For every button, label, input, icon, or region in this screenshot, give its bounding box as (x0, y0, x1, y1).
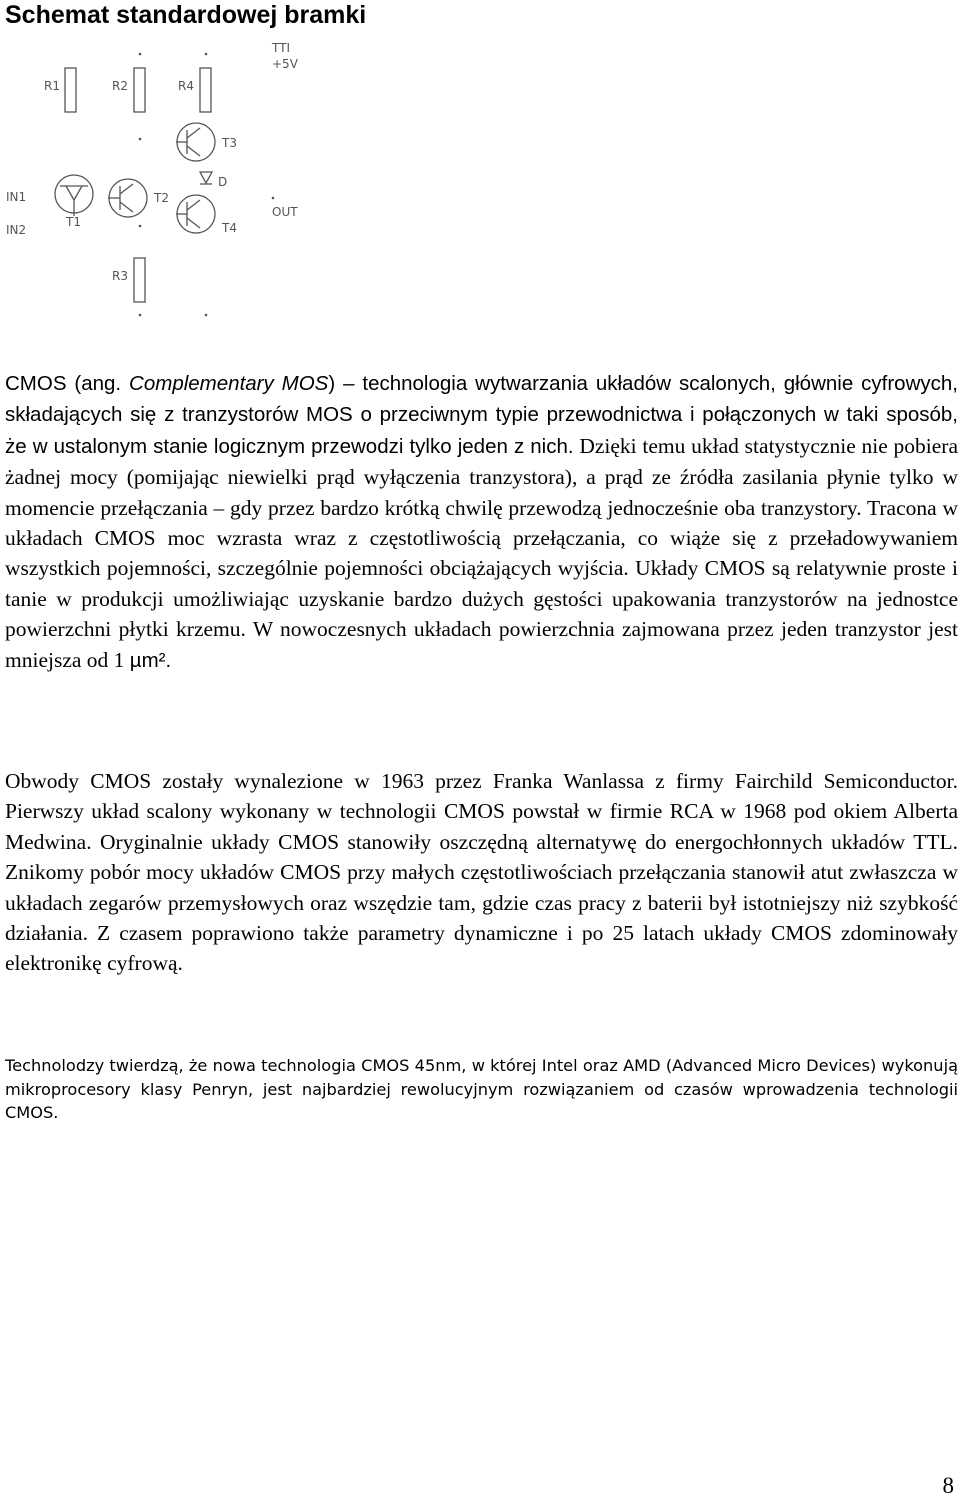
resistor-r2 (134, 68, 145, 112)
label-in1: IN1 (6, 190, 27, 204)
label-r4: R4 (178, 79, 194, 93)
resistor-r4 (200, 68, 211, 112)
label-in2: IN2 (6, 223, 27, 237)
paragraph-cmos-history: Obwody CMOS zostały wynalezione w 1963 przez Franka Wanlassa z firmy Fairchild Semiconductor. Pierwszy układ scalony wykonany w technologii CMOS powstał w firmie RCA w 1968 pod okiem Alberta Medwina. Oryginalnie układy CMOS stanowiły oszczędną alternatywę do energochłonnych układów TTL. Znikomy pobór mocy układów CMOS przy małych częstotliwościach przełączania stanowił atut zwłaszcza w układach zegarów przemysłowych oraz wszędzie tam, gdzie czas pracy z baterii był istotniejszy niż szybkość działania. Z czasem poprawiono także parametry dynamiczne i po 25 latach układy CMOS zdominowały elektronikę cyfrową. (5, 769, 958, 976)
label-r3: R3 (112, 269, 128, 283)
diode-d (200, 172, 212, 183)
label-t3: T3 (222, 136, 237, 150)
gate-schematic (0, 38, 320, 328)
label-vcc: +5V (272, 57, 298, 71)
label-ttl: TTI (272, 41, 290, 55)
paragraph-cmos-definition: CMOS (ang. Complementary MOS) – technologia wytwarzania układów scalonych, głównie cyfrowych, składających się z tranzystorów MOS o przeciwnym typie przewodnictwa i połączonych w taki sposób, że w ustalonym stanie logicznym przewodzi tylko jeden z nich. Dzięki temu układ statystycznie nie pobiera żadnej mocy (pomijając niewielki prąd wyłączenia tranzystora), a prąd ze źródła zasilania płynie tylko w momencie przełączania – gdy przez bardzo krótką chwilę przewodzą jednocześnie oba tranzystory. Tracona w układach CMOS moc wzrasta wraz z częstotliwością przełączania, co wiąże się z przeładowywaniem wszystkich pojemności, szczególnie pojemności obciążających wyjścia. Układy CMOS są relatywnie proste i tanie w produkcji umożliwiając uzyskanie bardzo dużych gęstości upakowania tranzystorów na jednostce powierzchni płytki krzemu. W nowoczesnych układach powierzchnia zajmowana przez jeden tranzystor jest mniejsza od 1 µm². (5, 372, 959, 672)
resistor-r3 (134, 258, 145, 302)
label-d: D (218, 175, 228, 189)
label-t2: T2 (154, 191, 169, 205)
paragraph-cmos-45nm: Technolodzy twierdzą, że nowa technologia CMOS 45nm, w której Intel oraz AMD (Advanced Micro Devices) wykonują mikroprocesory klasy Penryn, jest najbardziej rewolucyjnym rozwiązaniem od czasów wprowadzenia technologii CMOS. (5, 1056, 958, 1122)
label-r2: R2 (112, 79, 128, 93)
resistor-r1 (65, 68, 76, 112)
label-t1: T1 (66, 215, 81, 229)
label-out: OUT (272, 205, 298, 219)
label-t4: T4 (222, 221, 237, 235)
label-r1: R1 (44, 79, 60, 93)
page-heading: Schemat standardowej bramki (5, 1, 367, 29)
page-number: 8 (942, 1473, 954, 1498)
